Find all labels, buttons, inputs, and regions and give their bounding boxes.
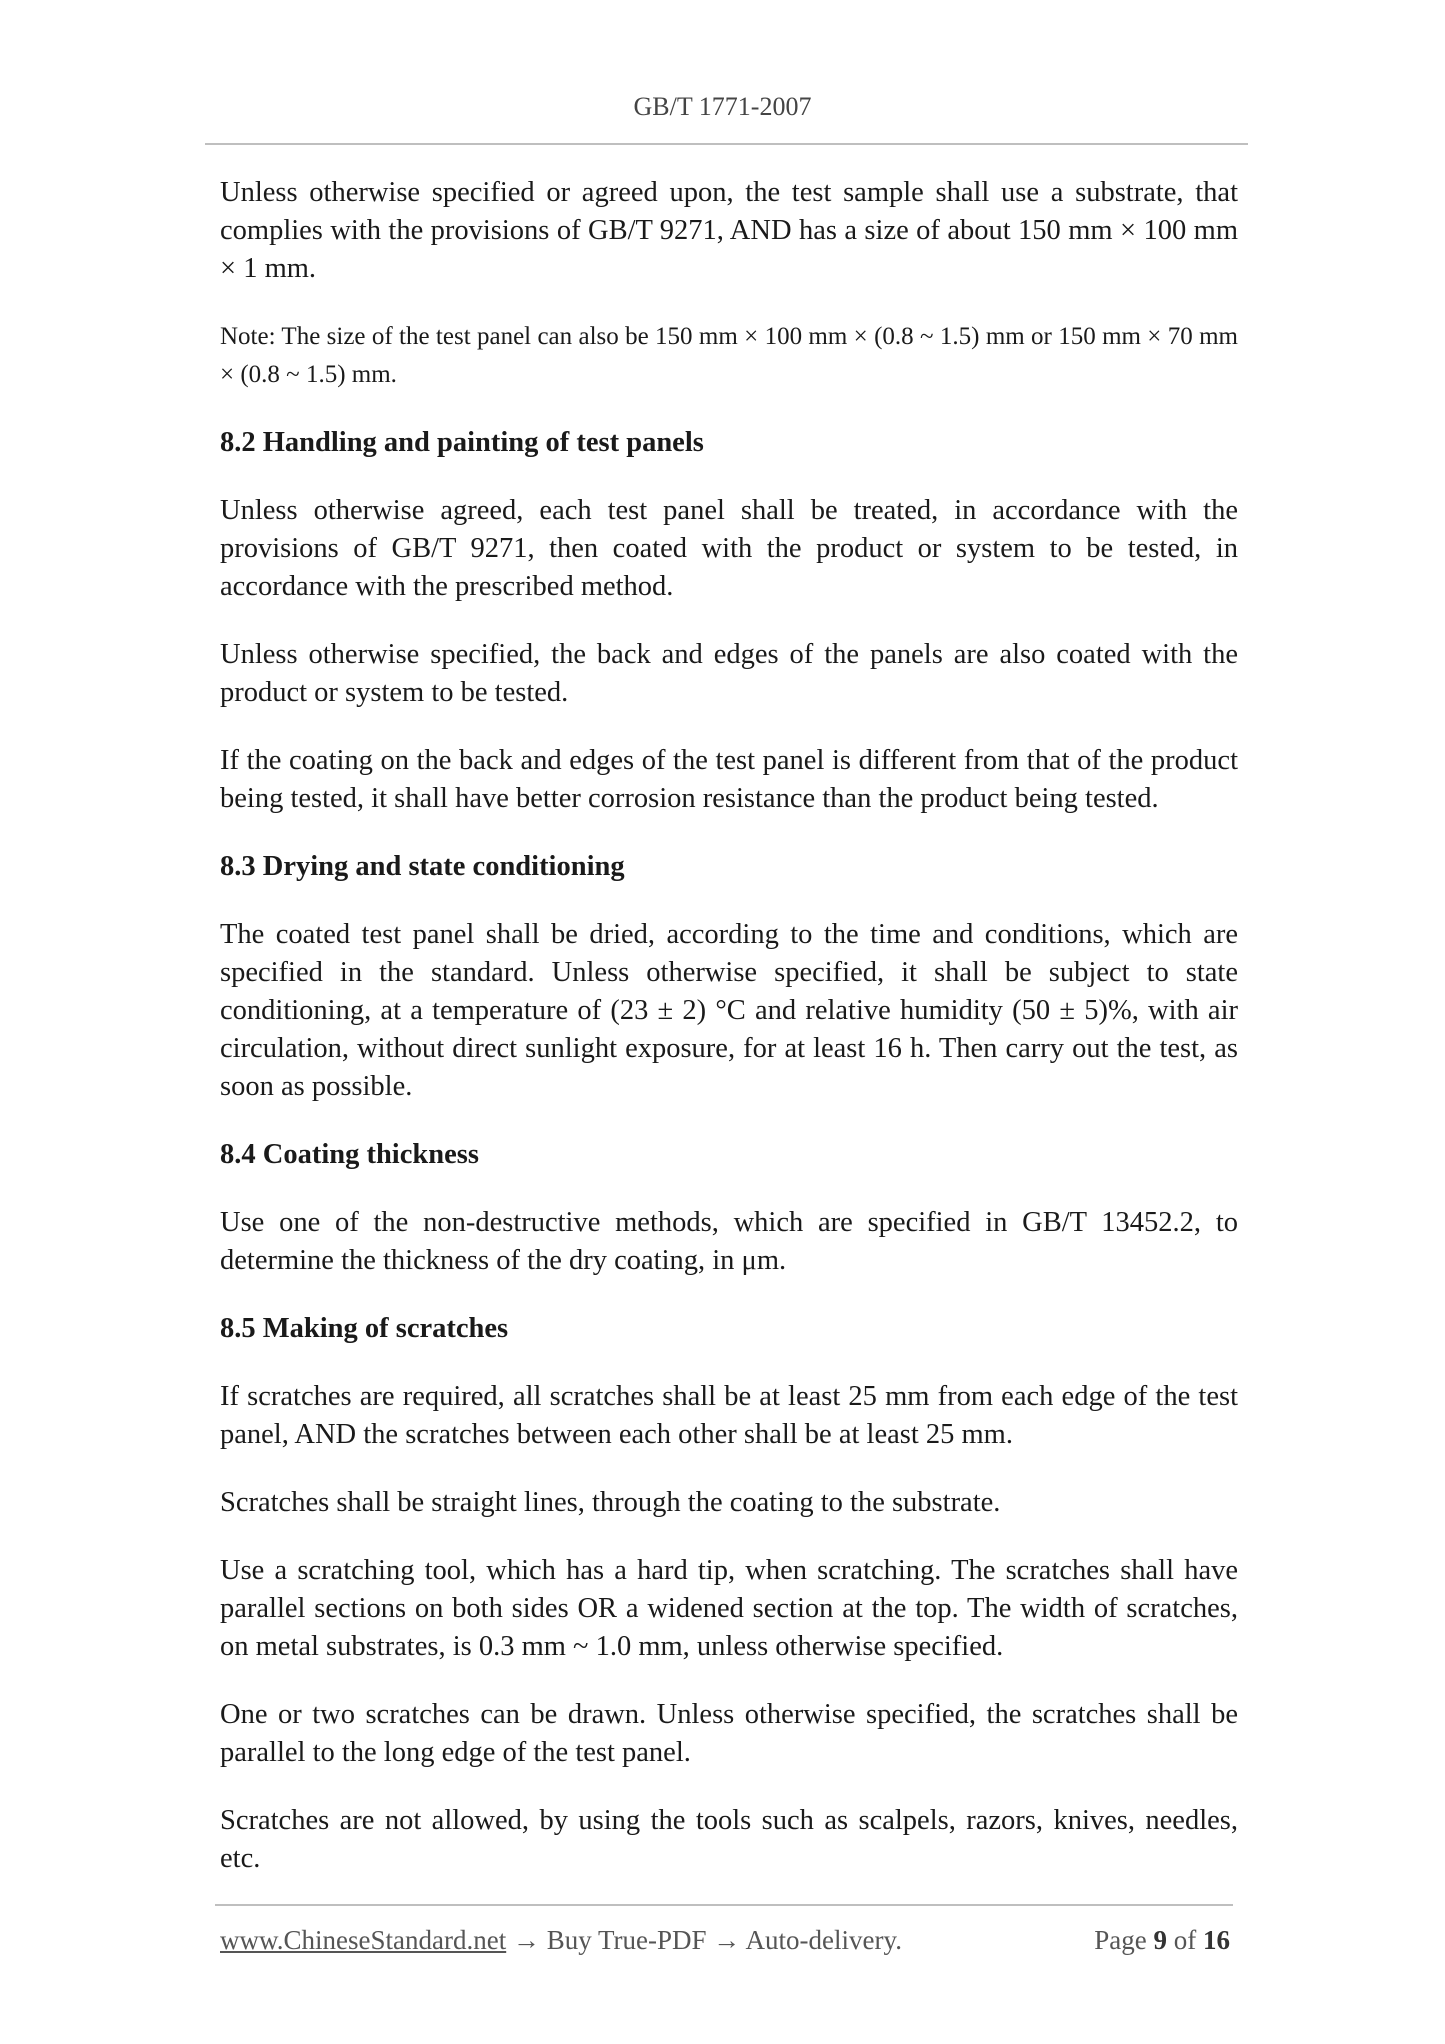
- paragraph: Unless otherwise specified or agreed upon, the test sample shall use a substrate, that complies with the provisions of GB/T 9271, AND has a size of about 150 mm × 100 mm × 1 mm.: [220, 177, 1238, 284]
- header-divider: [205, 143, 1248, 145]
- paragraph: Unless otherwise specified, the back and edges of the panels are also coated with the product or system to be tested.: [220, 639, 1238, 708]
- paragraph: One or two scratches can be drawn. Unless otherwise specified, the scratches shall be parallel to the long edge of the test panel.: [220, 1699, 1238, 1768]
- paragraph: Scratches shall be straight lines, through the coating to the substrate.: [220, 1487, 1001, 1518]
- paragraph: Unless otherwise agreed, each test panel shall be treated, in accordance with the provisions of GB/T 9271, then coated with the product or system to be tested, in accordance with the prescribed method.: [220, 495, 1238, 602]
- page-number: [1094, 1925, 1230, 1956]
- note-paragraph: Note: The size of the test panel can also be 150 mm × 100 mm × (0.8 ~ 1.5) mm or 150 mm × 70 mm × (0.8 ~ 1.5) mm.: [220, 323, 1238, 388]
- footer-divider: [215, 1904, 1233, 1906]
- buy-true-pdf-text: Buy True-PDF: [546, 1925, 707, 1955]
- section-heading-8-4: 8.4 Coating thickness: [220, 1139, 479, 1170]
- section-heading-8-3: 8.3 Drying and state conditioning: [220, 851, 625, 882]
- page-header: GB/T 1771-2007: [633, 92, 812, 121]
- paragraph: Use a scratching tool, which has a hard tip, when scratching. The scratches shall have parallel sections on both sides OR a widened section at the top. The width of scratches, on metal substrates, is 0.3 mm ~ 1.0 mm, unless otherwise specified.: [220, 1555, 1238, 1662]
- document-body: [220, 174, 1238, 1908]
- arrow-right-icon: →: [713, 1925, 741, 1955]
- paragraph: The coated test panel shall be dried, according to the time and conditions, which are specified in the standard. Unless otherwise specified, it shall be subject to state conditioning, at a temperature of (23 ± 2) °C and relative humidity (50 ± 5)%, with air circulation, without direct sunlight exposure, for at least 16 h. Then carry out the test, as soon as possible.: [220, 919, 1238, 1102]
- arrow-right-icon: →: [512, 1925, 540, 1955]
- page-label: Page: [1094, 1925, 1147, 1955]
- auto-delivery-text: Auto-delivery.: [745, 1925, 902, 1955]
- paragraph: Scratches are not allowed, by using the tools such as scalpels, razors, knives, needles, etc.: [220, 1805, 1238, 1874]
- footer-promo: [220, 1925, 902, 1956]
- page-total: 16: [1203, 1925, 1230, 1955]
- page-current: 9: [1153, 1925, 1167, 1955]
- paragraph: If the coating on the back and edges of the test panel is different from that of the product being tested, it shall have better corrosion resistance than the product being tested.: [220, 745, 1238, 814]
- page-of: of: [1173, 1925, 1197, 1955]
- paragraph: If scratches are required, all scratches shall be at least 25 mm from each edge of the test panel, AND the scratches between each other shall be at least 25 mm.: [220, 1381, 1238, 1450]
- section-heading-8-2: 8.2 Handling and painting of test panels: [220, 427, 704, 458]
- paragraph: Use one of the non-destructive methods, which are specified in GB/T 13452.2, to determine the thickness of the dry coating, in μm.: [220, 1207, 1238, 1276]
- section-heading-8-5: 8.5 Making of scratches: [220, 1313, 509, 1344]
- website-link[interactable]: www.ChineseStandard.net: [220, 1925, 507, 1955]
